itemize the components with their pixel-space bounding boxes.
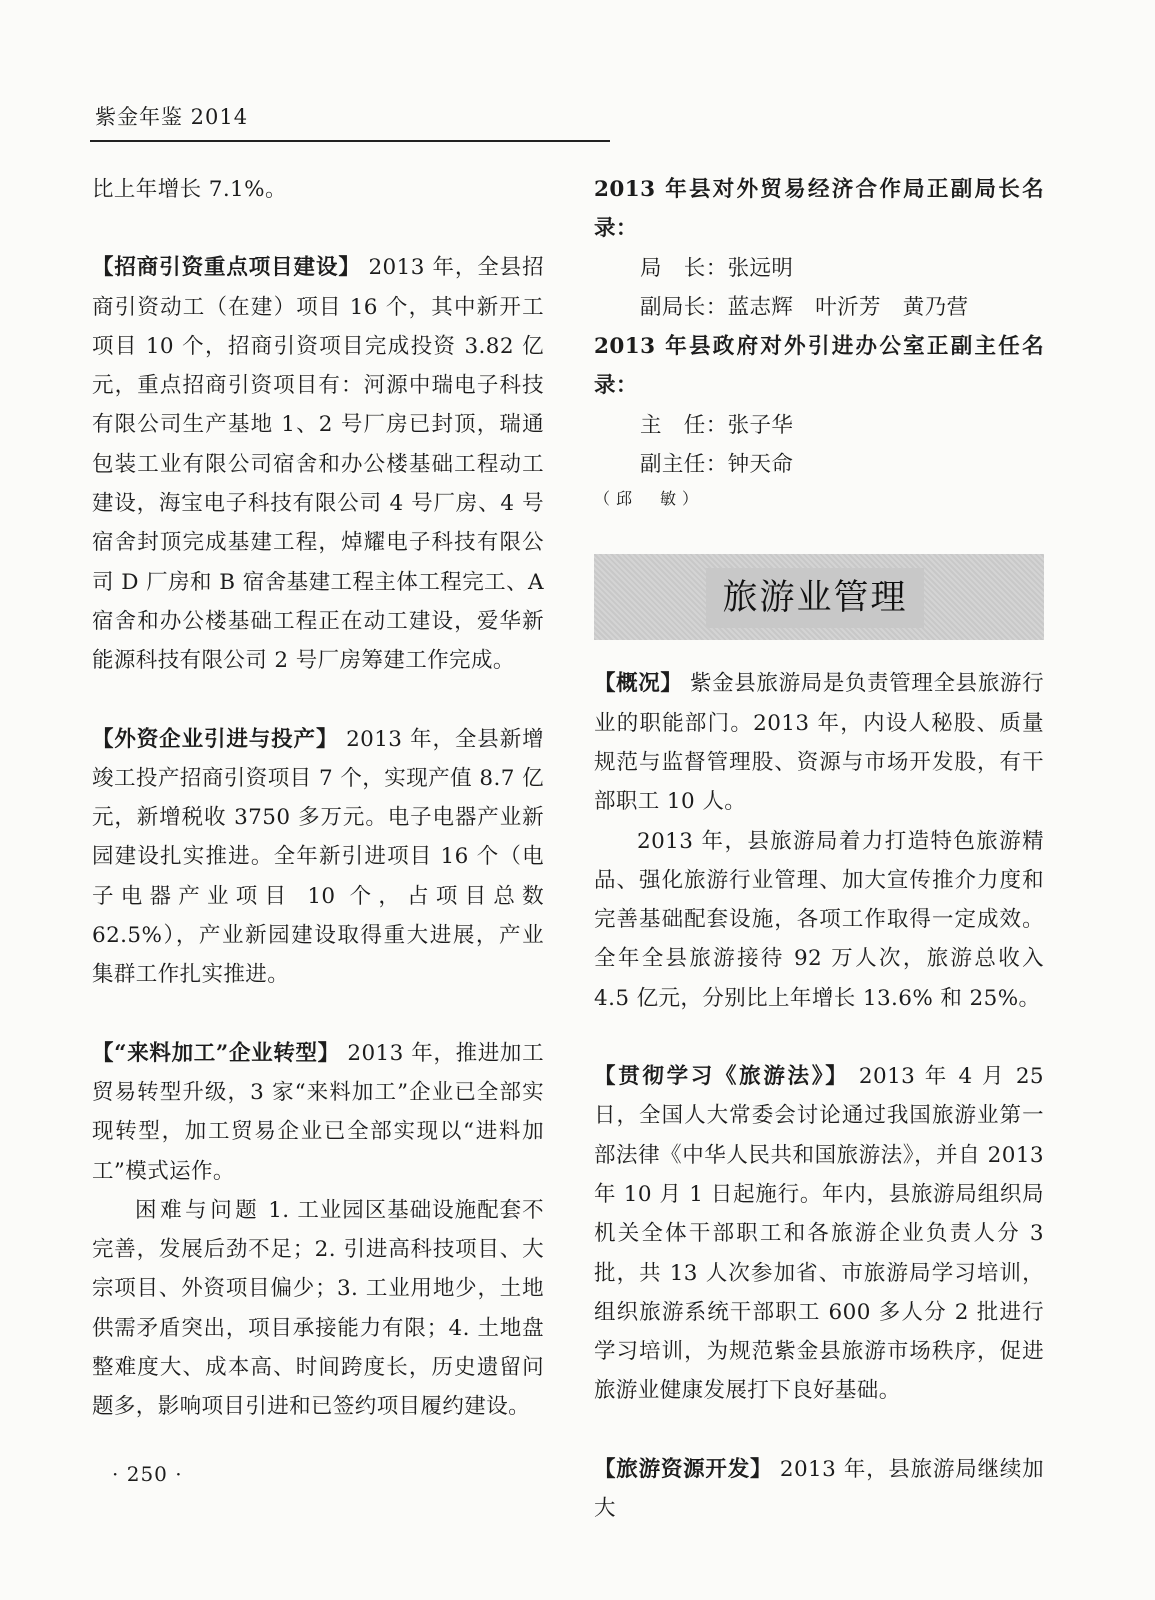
roster-position: 主 任： <box>640 412 728 438</box>
paragraph-tourism-law <box>594 1057 1044 1411</box>
roster-title: 2013 年县政府对外引进办公室正副主任名录： <box>594 334 1044 399</box>
subheading: 困难与问题 <box>135 1197 261 1223</box>
paragraph-overview <box>594 664 1044 821</box>
roster-position: 副主任： <box>640 452 728 478</box>
header-rule <box>90 140 610 142</box>
section-heading: 【概况】 <box>594 671 683 697</box>
roster-position: 局 长： <box>640 255 728 281</box>
section-heading: 【贯彻学习《旅游法》】 <box>594 1064 850 1090</box>
roster-item <box>594 288 1044 327</box>
section-body: 2013 年，推进加工贸易转型升级，3 家“来料加工”企业已全部实现转型，加工贸易企业已全部实现以“进料加工”模式运作。 <box>92 1040 544 1184</box>
spacer <box>594 1411 1044 1450</box>
section-body: 1. 工业园区基础设施配套不完善，发展后劲不足；2. 引进高科技项目、大宗项目、外资项目偏少；3. 工业用地少，土地供需矛盾突出，项目承接能力有限；4. 土地盘整难度大、成本高、时间跨度长，历史遗留问题多，影响项目引进和已签约项目履约建设。 <box>92 1197 544 1420</box>
section-body: 2013 年，全县新增竣工投产招商引资项目 7 个，实现产值 8.7 亿元，新增税收 3750 多万元。电子电器产业新园建设扎实推进。全年新引进项目 16 个（电子电器产业项目 10 个，占项目总数 62.5%），产业新园建设取得重大进展，产业集群工作扎实推进。 <box>92 726 544 988</box>
roster-item <box>594 406 1044 445</box>
paragraph-overview-2: 2013 年，县旅游局着力打造特色旅游精品、强化旅游行业管理、加大宣传推介力度和完善基础配套设施，各项工作取得一定成效。全年全县旅游接待 92 万人次，旅游总收入 4.5 亿元，分别比上年增长 13.6% 和 25%。 <box>594 828 1044 1011</box>
paragraph-resource-development <box>594 1450 1044 1529</box>
section-body: 2013 年，全县招商引资动工（在建）项目 16 个，其中新开工项目 10 个，招商引资项目完成投资 3.82 亿元，重点招商引资项目有：河源中瑞电子科技有限公司生产基地 1、2 号厂房已封顶，瑞通包装工业有限公司宿舍和办公楼基础工程动工建设，海宝电子科技有限公司 4 号厂房、4 号宿舍封顶完成基建工程，焯耀电子科技有限公司 D 厂房和 B 宿舍基建工程主体工程完工、A 宿舍和办公楼基础工程正在动工建设，爱华新能源科技有限公司 2 号厂房筹建工作完成。 <box>92 255 544 674</box>
paragraph-problems <box>92 1191 544 1427</box>
section-title: 旅游业管理 <box>706 568 924 628</box>
roster-item <box>594 445 1044 484</box>
section-heading: 【外资企业引进与投产】 <box>92 726 339 752</box>
section-heading: 【“来料加工”企业转型】 <box>92 1040 340 1066</box>
roster-item <box>594 249 1044 288</box>
paragraph-investment-projects <box>92 248 544 680</box>
roster-names: 张远明 <box>727 255 794 281</box>
roster-title: 2013 年县对外贸易经济合作局正副局长名录： <box>594 177 1044 242</box>
section-heading: 【旅游资源开发】 <box>594 1456 773 1482</box>
spacer <box>92 681 544 720</box>
left-column <box>92 170 544 1427</box>
section-body: 2013 年 4 月 25 日，全国人大常委会讨论通过我国旅游业第一部法律《中华人民共和国旅游法》，并自 2013 年 10 月 1 日起施行。年内，县旅游局组织局机关全体干部职工和各旅游企业负责人分 3 批，共 13 人次参加省、市旅游局学习培训，组织旅游系统干部职工 600 多人分 2 批进行学习培训，为规范紫金县旅游市场秩序，促进旅游业健康发展打下良好基础。 <box>594 1064 1044 1404</box>
page-number: · 250 · <box>112 1462 183 1486</box>
roster-names: 钟天命 <box>727 452 794 478</box>
paragraph-continuation: 比上年增长 7.1%。 <box>92 177 287 202</box>
paragraph-foreign-enterprises <box>92 720 544 995</box>
page-header: 紫金年鉴 2014 <box>95 105 249 129</box>
section-heading: 【招商引资重点项目建设】 <box>92 255 361 281</box>
roster-names: 张子华 <box>727 412 794 438</box>
right-column <box>594 170 1044 1528</box>
spacer <box>92 209 544 248</box>
section-body: 2013 年，县旅游局继续加大 <box>594 1456 1045 1522</box>
spacer <box>594 1018 1044 1057</box>
author-credit: （邱 敏） <box>594 489 705 509</box>
spacer <box>92 995 544 1034</box>
section-banner <box>594 554 1044 640</box>
paragraph-processing-transformation <box>92 1034 544 1191</box>
section-body: 紫金县旅游局是负责管理全县旅游行业的职能部门。2013 年，内设人秘股、质量规范与监督管理股、资源与市场开发股，有干部职工 10 人。 <box>594 671 1044 815</box>
roster-position: 副局长： <box>640 294 728 320</box>
roster-names: 蓝志辉 叶沂芳 黄乃营 <box>727 294 969 320</box>
